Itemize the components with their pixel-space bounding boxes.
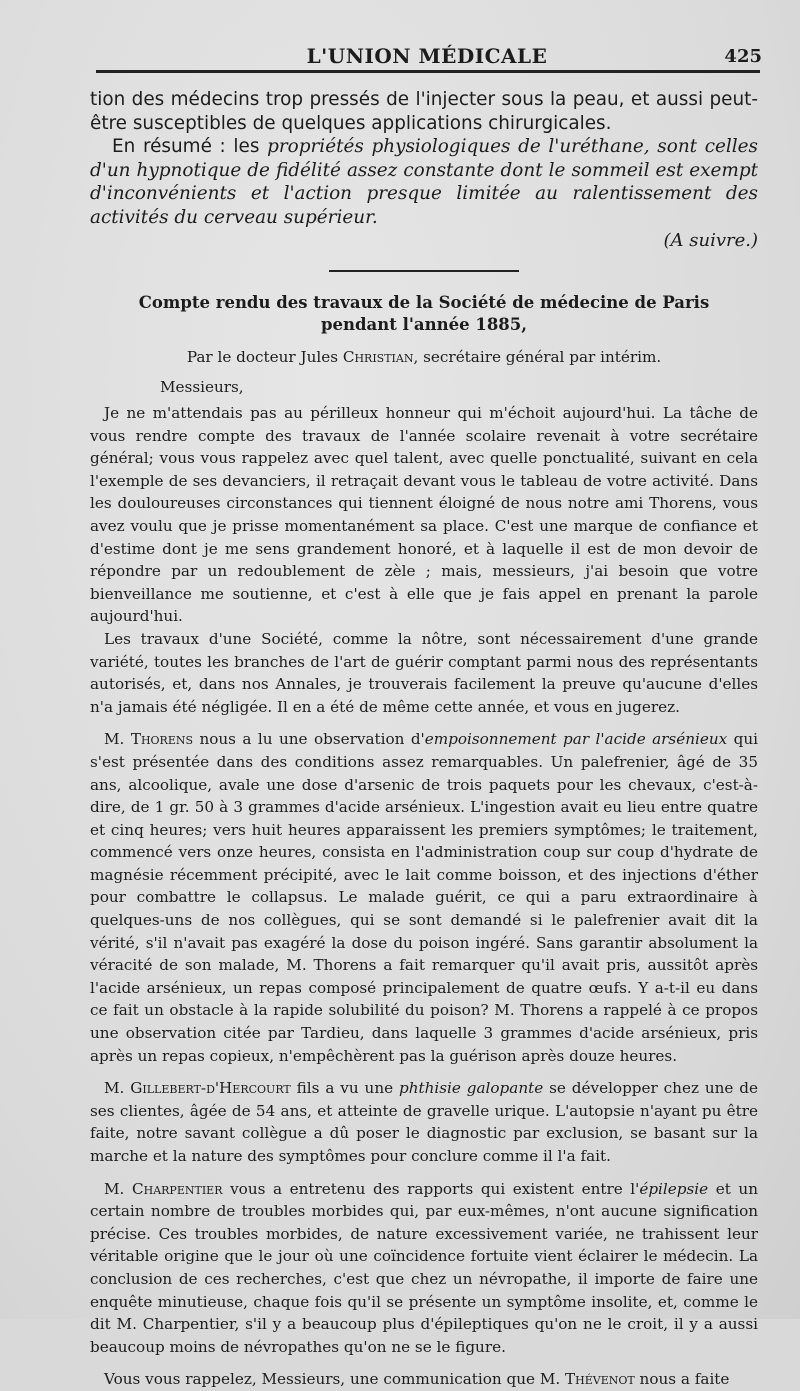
paragraph-gillebert: M. Gillebert-d'Hercourt fils a vu une phthisie galopante se développer chez une de ses clientes, âgée de 54 ans, et atteinte de gravelle urique. L'autopsie n'ayant pu être faite, notre savant collègue a dû poser le diagnostic par exclusion, se basant sur la marche et la nature des symptômes pour conclure comme il l'a fait. bbox=[90, 1079, 758, 1165]
section-title bbox=[110, 292, 738, 336]
a-suivre: (A suivre.) bbox=[663, 230, 758, 251]
speaker-name: M. Gillebert-d'Hercourt bbox=[104, 1079, 291, 1098]
paragraph-1: Je ne m'attendais pas au périlleux honneur qui m'échoit aujourd'hui. La tâche de vous rendre compte des travaux de l'année scolaire revenait à votre secrétaire général; vous vous rappelez avec quel talent, avec quelle ponctualité, suivant en cela l'exemple de ses devanciers, il retraçait devant vous le tableau de votre activité. Dans les douloureuses circonstances qui tiennent éloigné de nous notre ami Thorens, vous avez voulu que je prisse momentanément sa place. C'est une marque de confiance et d'estime dont je me sens grandement honoré, et à laquelle il est de mon devoir de répondre par un redoublement de zèle ; mais, messieurs, j'ai besoin que votre bienveillance me soutienne, et c'est à elle que je fais appel en prenant la parole aujourd'hui. bbox=[90, 404, 758, 626]
resume-paragraph bbox=[90, 135, 758, 229]
page-body bbox=[90, 88, 758, 1391]
author-name: Christian bbox=[342, 348, 414, 366]
page-number: 425 bbox=[724, 46, 762, 67]
paragraph-2: Les travaux d'une Société, comme la nôtre, sont nécessairement d'une grande variété, toutes les branches de l'art de guérir comptant parmi nous des représentants autorisés, et, dans nos Annales, je trouverais facilement la preuve qu'aucune d'elles n'a jamais été négligée. Il en a été de même cette année, et vous en jugerez. bbox=[90, 629, 758, 716]
salutation: Messieurs, bbox=[160, 378, 244, 396]
paragraph-charpentier: M. Charpentier vous a entretenu des rapports qui existent entre l'épilepsie et un certain nombre de troubles morbides qui, par eux-mêmes, n'ont aucune signification précise. Ces troubles morbides, de nature excessivement variée, ne trahissent leur véritable origine que le jour où une coïncidence fortuite vient éclairer le médecin. La conclusion de ces recherches, c'est que chez un névropathe, il importe de faire une enquête minutieuse, chaque fois qu'il se présente un symptôme insolite, et, comme le dit M. Charpentier, s'il y a beaucoup plus d'épileptiques qu'on ne le croit, il y a aussi beaucoup moins de névropathes qu'on ne se le figure. bbox=[90, 1179, 758, 1356]
header-rule bbox=[96, 70, 760, 73]
paragraph-thorens: M. Thorens nous a lu une observation d'empoisonnement par l'acide arsénieux qui s'est présentée dans des conditions assez remarquables. Un palefrenier, âgé de 35 ans, alcoolique, avale une dose d'arsenic de trois paquets pour les chevaux, c'est-à-dire, de 1 gr. 50 à 3 grammes d'acide arsénieux. L'ingestion avait eu lieu entre quatre et cinq heures; vers huit heures apparaissent les premiers symptômes; le traitement, commencé vers onze heures, consista en l'administration coup sur coup d'hydrate de magnésie récemment précipité, avec le lait comme boisson, et des injections d'éther pour combattre le collapsus. Le malade guérit, ce qui a paru extraordinaire à quelques-uns de nos collègues, qui se sont demandé si le palefrenier avait dit la vérité, s'il n'avait pas exagéré la dose du poison ingéré. Sans garantir absolument la véracité de son malade, M. Thorens a fait remarquer qu'il avait pris, aussitôt après l'acide arsénieux, un repas composé principalement de quatre œufs. Y a-t-il eu dans ce fait un obstacle à la rapide solubilité du poison? M. Thorens a rappelé à ce propos une observation citée par Tardieu, dans laquelle 3 grammes d'acide arsénieux, pris après un repas copieux, n'empêchèrent pas la guérison après douze heures. bbox=[90, 730, 758, 1065]
resume-italic: propriétés physiologiques de l'uréthane, sont celles d'un hypnotique de fidélité assez constante dont le sommeil est exempt d'inconvénients et l'action presque limitée au ralentissement des activités du cerveau supérieur. bbox=[90, 136, 758, 228]
paragraph-thevenot: Vous vous rappelez, Messieurs, une communication que M. Thévenot nous a faite bbox=[104, 1370, 730, 1389]
speaker-name: M. Thévenot bbox=[539, 1370, 635, 1389]
suivre-line bbox=[90, 229, 758, 252]
page-header bbox=[90, 38, 764, 72]
section-title-line-1: Compte rendu des travaux de la Société de médecine de Paris bbox=[138, 293, 710, 312]
speaker-name: M. Charpentier bbox=[104, 1179, 223, 1198]
speaker-name: M. Thorens bbox=[104, 730, 194, 749]
running-title: L'UNION MÉDICALE bbox=[306, 44, 548, 68]
lead-line: tion des médecins trop pressés de l'injecter sous la peau, et aussi peut-être susceptibles de quelques applications chirurgicales. bbox=[90, 89, 758, 134]
section-title-line-2: pendant l'année 1885, bbox=[320, 315, 528, 334]
byline: Par le docteur Jules Christian, secrétaire général par intérim. bbox=[186, 348, 662, 366]
resume-prefix: En résumé : les bbox=[112, 136, 268, 157]
previous-article-ending bbox=[90, 88, 758, 252]
section-separator bbox=[329, 270, 519, 272]
